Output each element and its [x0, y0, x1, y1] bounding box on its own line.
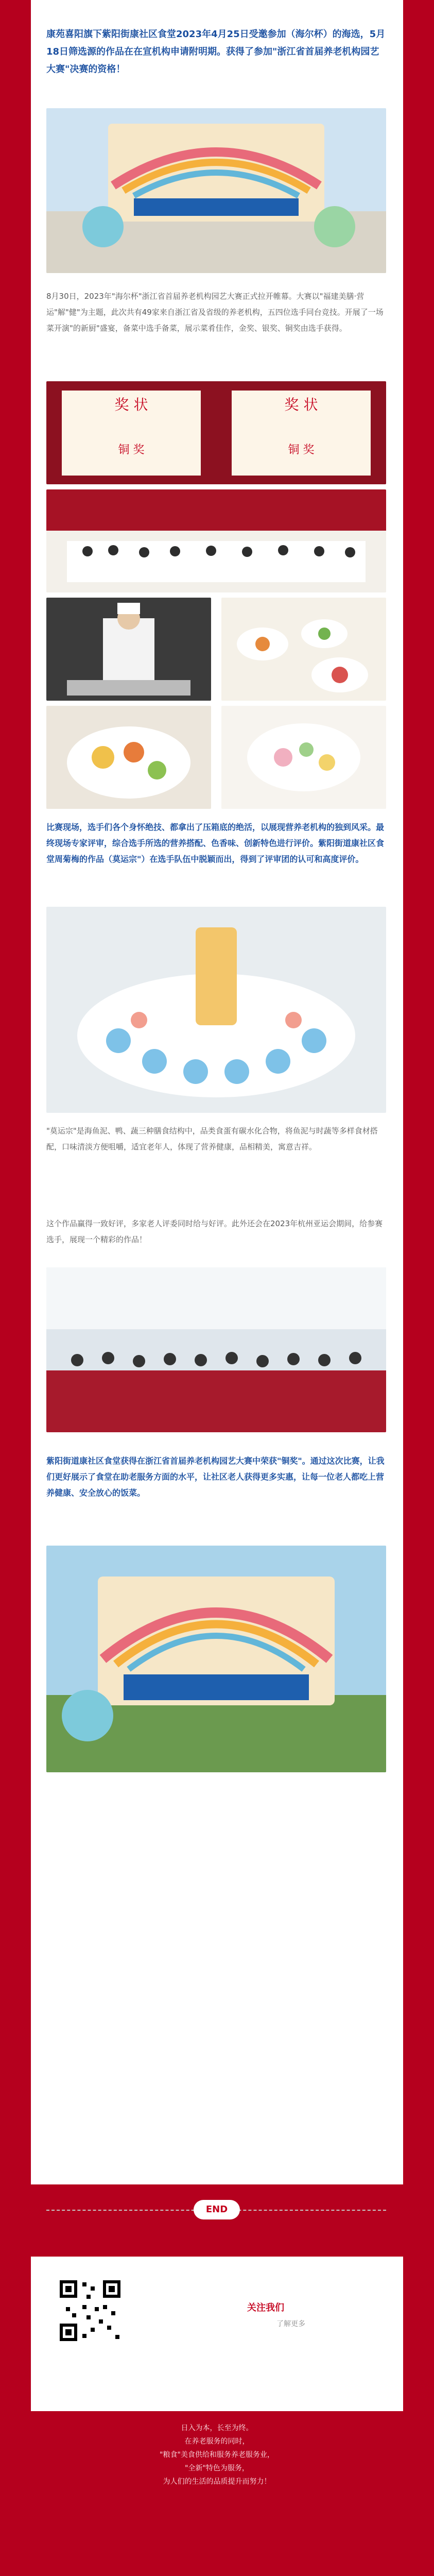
poem-line: 在养老服务的同时， [184, 2437, 250, 2446]
stage-photo [46, 108, 386, 273]
paragraph-opening: 8月30日，2023年"海尔杯"浙江省首届养老机构园艺大赛正式拉开帷幕。大赛以"福建美膳·营运"解"健"为主题，此次共有49家来自浙江省及省级的养老机构，五四位选手同台竞技。开展了一场菜开演"的新厨"盛宴，备菜中选手备菜，展示菜肴佳作，金奖、银奖、铜奖由选手获得。 [46, 292, 384, 333]
follow-hint: 了解更多 [276, 2320, 305, 2328]
paragraph-bronze: 紫阳街道康社区食堂获得在浙江省首届养老机构园艺大赛中荣获"铜奖"。通过这次比赛，让我们更好展示了食堂在助老服务方面的水平，让社区老人获得更多实惠，让每一位老人都吃上营养健康、安全放心的饭菜。 [46, 1456, 385, 1498]
chef-photo [46, 598, 211, 701]
paragraph-result: 比赛现场，选手们各个身怀绝技、都拿出了压箱底的绝活，以展现营养老机构的独到风采。最终现场专家评审，综合选手所选的营养搭配、色香味、创新特色进行评价。紫阳街道康社区食堂周菊梅的作品（莫运宗"）在选手队伍中脱颖而出，得到了评审团的认可和高度评价。 [46, 822, 385, 864]
poem-line: 日入为本，长至为终。 [181, 2424, 253, 2432]
dishes-photo-3 [221, 706, 386, 809]
article-card-2 [31, 1432, 403, 2184]
follow-label[interactable]: 关注我们 [247, 2302, 284, 2313]
svg-text:奖 状: 奖 状 [114, 396, 148, 413]
poem-line: "粮食"美食供给和服务养老服务业， [160, 2451, 274, 2459]
dishes-photo-2 [46, 706, 211, 809]
dishes-photo-1 [221, 598, 386, 701]
event-hall-photo [46, 489, 386, 592]
audience-photo [46, 1267, 386, 1432]
end-marker: END [194, 2200, 240, 2219]
poem-line: 为人们的生活的品质提升而努力！ [163, 2478, 271, 2486]
certificates-photo [46, 381, 386, 484]
paragraph-feedback: 这个作品赢得一致好评，多家老人评委同时给与好评。此外还会在2023年杭州亚运会期间，给参赛选手，展现一个精彩的作品！ [46, 1219, 383, 1244]
poem-line: "全新"特色为服务， [185, 2464, 249, 2472]
svg-text:铜 奖: 铜 奖 [118, 444, 145, 456]
award-dish-photo [46, 907, 386, 1113]
qr-code-icon[interactable] [57, 2277, 124, 2344]
closing-poem [103, 2421, 331, 2488]
stage-wide-photo [46, 1546, 386, 1772]
article-intro: 康苑喜阳旗下紫阳街康社区食堂2023年4月25日受邀参加（海尔杯）的海选，5月18日筛选源的作品在在宣机构申请附明期。获得了参加"浙江省首届养老机构园艺大赛"决赛的资格！ [46, 29, 386, 75]
paragraph-dish: "莫运宗"是海鱼泥、鸭、蔬三种膳食结构中，品类食蛋有碳水化合物，将鱼泥与时蔬等多样食材搭配，口味清淡方便咀嚼，适宜老年人，体现了营养健康，品相精美，寓意吉祥。 [46, 1126, 378, 1151]
svg-text:铜 奖: 铜 奖 [288, 444, 315, 456]
svg-text:奖 状: 奖 状 [284, 396, 318, 413]
